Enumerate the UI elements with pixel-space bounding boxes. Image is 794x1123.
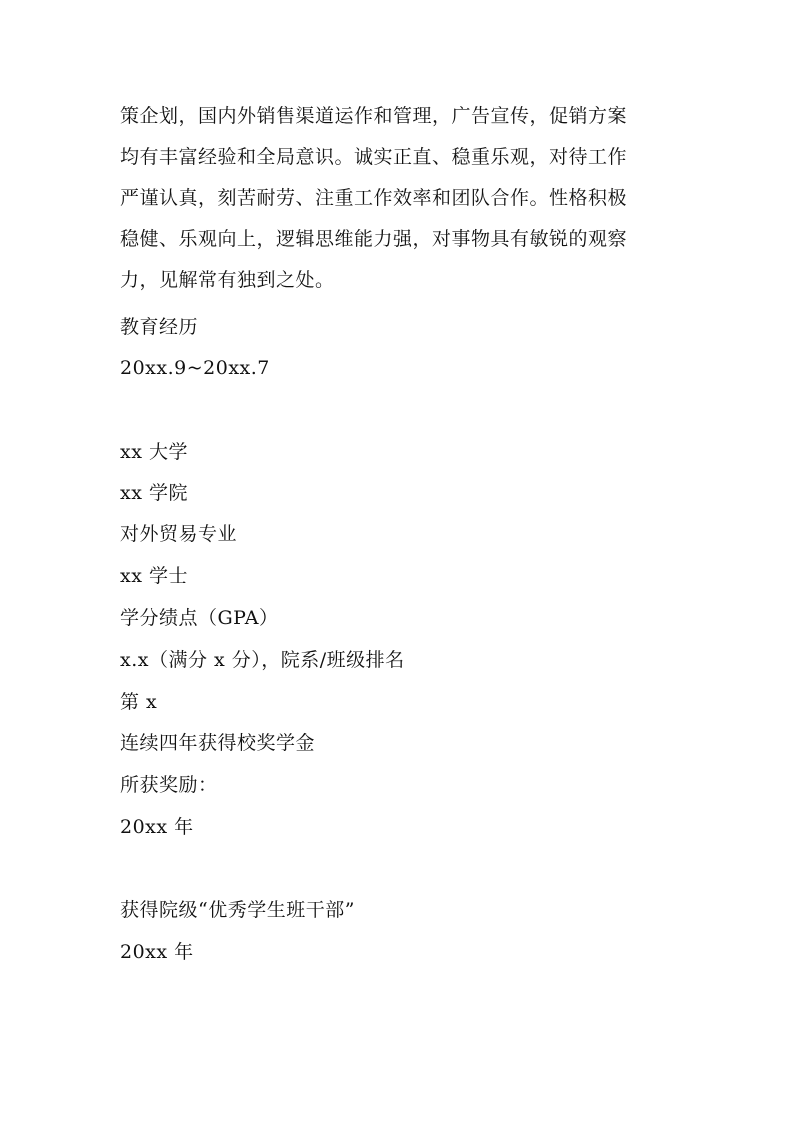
intro-line: 策企划，国内外销售渠道运作和管理，广告宣传，促销方案 <box>120 105 628 127</box>
education-heading: 教育经历 <box>120 316 199 338</box>
scholarship-text: 连续四年获得校奖学金 <box>120 732 316 754</box>
gpa-label: 学分绩点（GPA） <box>120 607 279 629</box>
degree-name: xx 学士 <box>120 565 188 587</box>
intro-line: 力，见解常有独到之处。 <box>120 269 335 291</box>
intro-paragraph <box>120 96 680 301</box>
major-name: 对外贸易专业 <box>120 523 238 545</box>
award-item: 获得院级“优秀学生班干部” <box>120 899 355 921</box>
award-year: 20xx 年 <box>120 941 194 963</box>
gpa-value: x.x（满分 x 分），院系/班级排名 <box>120 649 405 671</box>
college-name: xx 学院 <box>120 482 188 504</box>
award-year: 20xx 年 <box>120 816 194 838</box>
university-name: xx 大学 <box>120 441 188 463</box>
education-period: 20xx.9~20xx.7 <box>120 357 270 379</box>
class-rank: 第 x <box>120 691 158 713</box>
intro-line: 均有丰富经验和全局意识。诚实正直、稳重乐观，对待工作 <box>120 146 628 168</box>
awards-heading: 所获奖励： <box>120 774 218 796</box>
intro-line: 严谨认真，刻苦耐劳、注重工作效率和团队合作。性格积极 <box>120 187 628 209</box>
intro-line: 稳健、乐观向上，逻辑思维能力强，对事物具有敏锐的观察 <box>120 228 628 250</box>
